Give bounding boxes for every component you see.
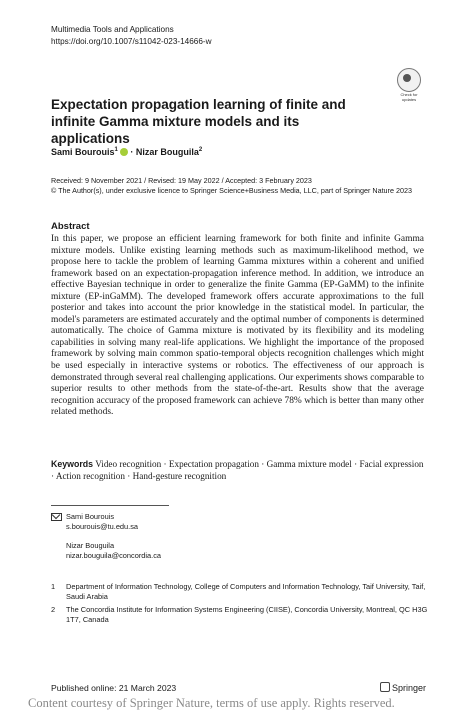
corr-email[interactable]: nizar.bouguila@concordia.ca — [66, 551, 162, 560]
affiliation-item — [51, 605, 431, 625]
abstract-body: In this paper, we propose an efficient learning framework for both finite and infinite Gamma mixture models. Unlike existing learning methods such as maximum-likelihood method, we propose here to tackle the problem of learning Gamma mixtures within a coherent and unified framework based on an expectation-propagation inference method. In addition, we introduce an effective Bayesian technique in order to generalize the finite Gamma (EP-GaMM) to the infinite mixture (EP-inGaMM). The developed framework offers accurate approximations to the full posterior and takes into account the prior knowledge in the statistical model. In particular, the model's parameters are estimated accurately and the optimal number of components is determined automatically. The choice of Gamma mixture is motivated by its flexibility and its modeling capabilities in solving many real-life applications. We highlight the importance of the proposed framework by solving main common spatio-temporal objects recognition challenges which might be used especially in interactive systems or robotics. The effectiveness of our approach is demonstrated through several real challenging applications. Our experiments shows comparable to superior results to other methods from the state-of-the-art. Results show that the average recognition accuracy of the proposed framework can achieve 78% which is better than many other related methods. — [51, 234, 424, 418]
footnote-divider — [51, 505, 169, 506]
publisher-name: Springer — [392, 683, 427, 693]
badge-label: Check for updates — [400, 92, 418, 102]
corr-name: Sami Bourouis — [66, 512, 115, 521]
author-name[interactable]: Nizar Bouguila — [135, 147, 199, 157]
paper-title: Expectation propagation learning of finite and infinite Gamma mixture models and its applications — [51, 97, 346, 146]
copyright-line: © The Author(s), under exclusive licence to Springer Science+Business Media, LLC, part of Springer Nature 2023 — [51, 186, 412, 195]
corr-email[interactable]: s.bourouis@tu.edu.sa — [66, 522, 139, 531]
author-name[interactable]: Sami Bourouis — [51, 147, 115, 157]
author-affil-marker: 2 — [198, 147, 203, 153]
courtesy-watermark: Content courtesy of Springer Nature, terms of use apply. Rights reserved. — [28, 696, 395, 710]
keywords-block — [51, 459, 424, 482]
affiliation-text: The Concordia Institute for Information Systems Engineering (CIISE), Concordia University, Montreal, QC H3G 1T7, Canada — [66, 605, 428, 624]
affiliation-number: 1 — [51, 582, 56, 591]
affiliation-text: Department of Information Technology, College of Computers and Information Technology, Taif University, Taif, Saudi Arabia — [66, 582, 426, 601]
journal-header — [51, 24, 212, 48]
article-history — [51, 176, 431, 196]
author-list — [51, 147, 202, 157]
published-online: Published online: 21 March 2023 — [51, 683, 177, 693]
author-separator: · — [127, 147, 136, 157]
springer-logo — [380, 682, 426, 693]
corr-name: Nizar Bouguila — [66, 541, 115, 550]
abstract-heading: Abstract — [51, 221, 90, 232]
history-dates: Received: 9 November 2021 / Revised: 19 May 2022 / Accepted: 3 February 2023 — [51, 176, 312, 185]
check-for-updates-icon — [397, 68, 421, 92]
envelope-icon — [51, 513, 62, 521]
keywords-list: Video recognition · Expectation propagation · Gamma mixture model · Facial expression · Action recognition · Hand-gesture recognition — [51, 459, 424, 481]
affiliation-number: 2 — [51, 605, 56, 614]
check-for-updates-badge[interactable] — [394, 68, 424, 100]
affiliation-item — [51, 582, 431, 602]
author-affil-marker: 1 — [114, 147, 118, 153]
correspondence-block — [51, 512, 161, 561]
doi-link[interactable]: https://doi.org/10.1007/s11042-023-14666-w — [51, 37, 212, 46]
journal-name: Multimedia Tools and Applications — [51, 25, 174, 34]
keywords-label: Keywords — [51, 459, 94, 469]
orcid-icon[interactable] — [120, 148, 128, 156]
springer-horse-icon — [380, 682, 390, 692]
